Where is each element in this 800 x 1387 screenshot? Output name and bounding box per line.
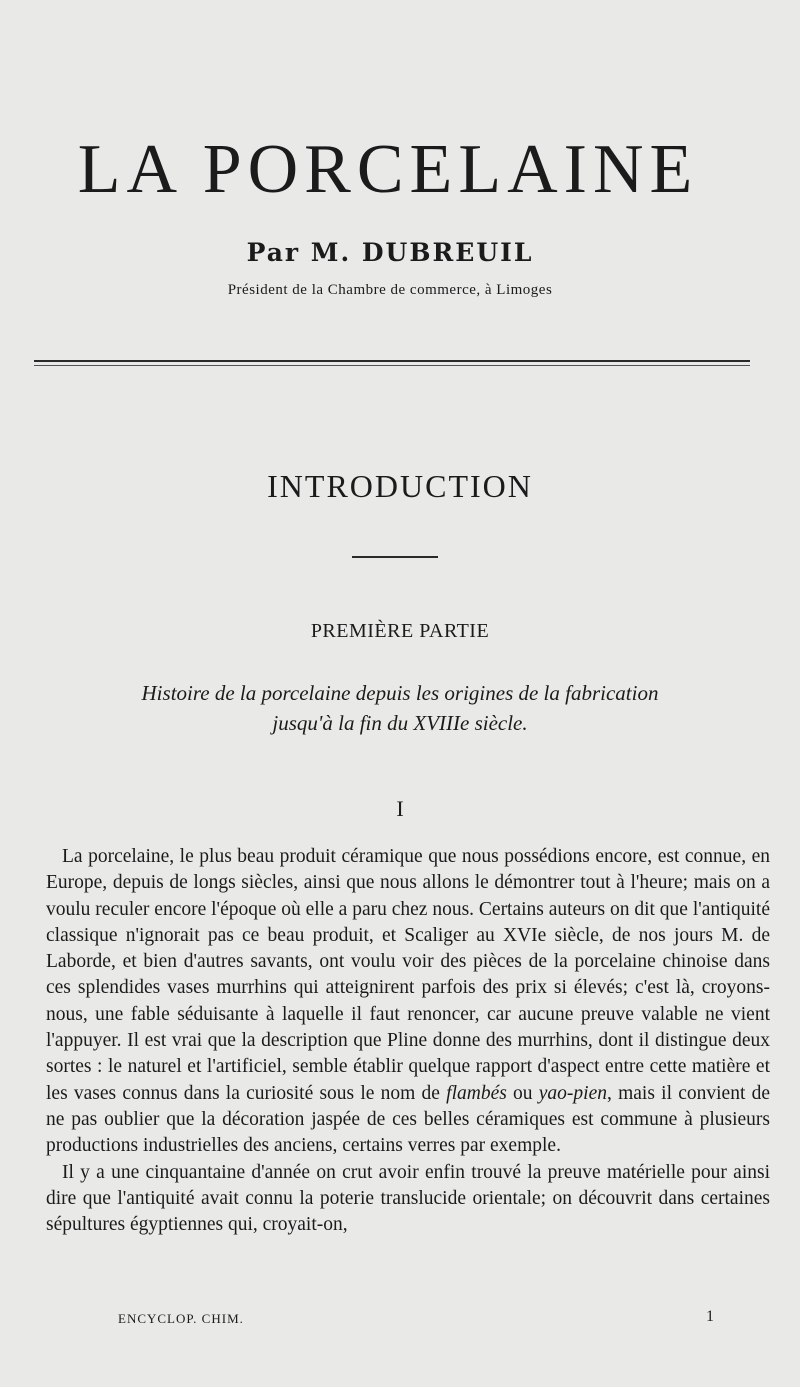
paragraph-1-text-c: , mais il convient de ne pas oublier que la décoration jaspée de ces belles céramiques est commune à plusieurs productions industrielles des anciens, certains verres par exemple.	[46, 1082, 770, 1157]
paragraph-2: Il y a une cinquantaine d'année on crut avoir enfin trouvé la preuve matérielle pour ainsi dire que l'antiquité avait connu la poterie translucide orientale; on découvrit dans certaines sépultures égyptiennes qui, croyait-on,	[46, 1161, 770, 1236]
paragraph-1-text-b: ou	[506, 1082, 539, 1104]
term-flambes: flambés	[446, 1082, 507, 1104]
page-number: 1	[706, 1308, 714, 1325]
short-divider	[352, 556, 438, 558]
author-role: Président de la Chambre de commerce, à Limoges	[227, 282, 553, 298]
section-numeral: I	[396, 796, 404, 821]
paragraph-1-text-a: La porcelaine, le plus beau produit céramique que nous possédions encore, est connue, en Europe, depuis de longs siècles, ainsi que nous allons le démontrer tout à l'heure; mais on a voulu reculer encore l'époque où elle a paru chez nous. Certains auteurs on dit que l'antiquité classique n'ignorait pas ce beau produit, et Scaliger au XVIe siècle, de nos jours M. de Laborde, et bien d'autres savants, ont voulu voir des pièces de la porcelaine chinoise dans ces splendides vases murrhins qui atteignirent parfois des prix si élevés; c'est là, croyons-nous, une fable séduisante à laquelle il faut renoncer, car aucune preuve valable ne vient l'appuyer. Il est vrai que la description que Pline donne des murrhins, dont il distingue deux sortes : le naturel et l'artificiel, semble établir quelque rapport d'aspect entre cette matière et les vases connus dans la curiosité sous le nom de	[46, 846, 770, 1104]
paragraph-1	[46, 844, 770, 1160]
page-title: LA PORCELAINE	[77, 131, 699, 208]
part-subtitle-line-2: jusqu'à la fin du XVIIIe siècle.	[272, 711, 528, 735]
part-heading: PREMIÈRE PARTIE	[310, 620, 490, 642]
footer-signature: ENCYCLOP. CHIM.	[118, 1311, 244, 1326]
body-text	[46, 844, 770, 1238]
part-subtitle	[60, 678, 740, 738]
term-yao-pien: yao-pien	[538, 1082, 608, 1104]
part-subtitle-line-1: Histoire de la porcelaine depuis les origines de la fabrication	[141, 681, 659, 705]
author-line: Par M. DUBREUIL	[246, 238, 534, 267]
title-divider	[34, 360, 750, 362]
section-heading-introduction: INTRODUCTION	[267, 468, 533, 504]
